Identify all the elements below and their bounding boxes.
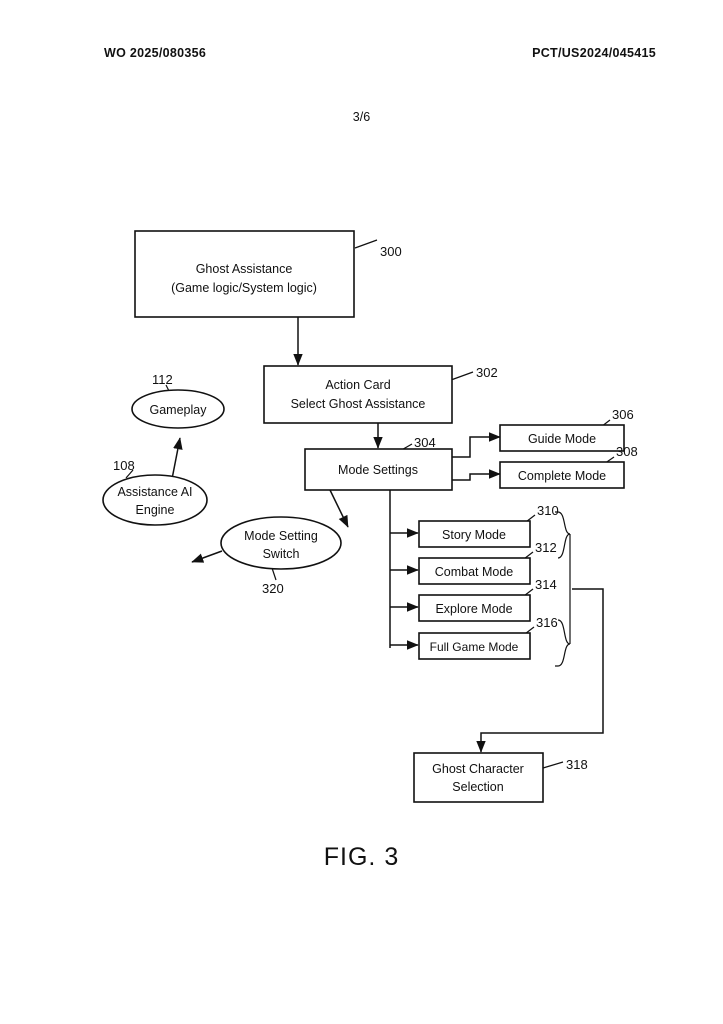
- header-application-number: PCT/US2024/045415: [532, 46, 656, 60]
- ref-316: 316: [536, 615, 558, 630]
- node-mode-setting-switch: [221, 517, 341, 596]
- node-guide-mode-label: Guide Mode: [527, 432, 597, 446]
- ref-302: 302: [476, 365, 498, 380]
- node-gameplay: [132, 372, 224, 428]
- node-action-card-line1: Action Card: [325, 378, 391, 392]
- sheet-number: 3/6: [352, 110, 371, 124]
- ref-314: 314: [535, 577, 557, 592]
- node-full-game-mode-label: Full Game Mode: [429, 640, 519, 654]
- node-ghost-assistance: [135, 231, 402, 317]
- node-action-card-line2: Select Ghost Assistance: [290, 397, 426, 411]
- node-assistance-ai-engine-line1: Assistance AI: [117, 485, 193, 499]
- node-mode-setting-switch-line2: Switch: [262, 547, 300, 561]
- node-explore-mode-label: Explore Mode: [435, 602, 513, 616]
- figure-label: FIG. 3: [323, 843, 400, 871]
- node-ghost-character-selection: [414, 753, 588, 802]
- ref-320: 320: [262, 581, 284, 596]
- ref-300: 300: [380, 244, 402, 259]
- ref-108: 108: [113, 458, 135, 473]
- ref-312: 312: [535, 540, 557, 555]
- ref-308: 308: [616, 444, 638, 459]
- node-combat-mode-label: Combat Mode: [434, 565, 514, 579]
- ref-318: 318: [566, 757, 588, 772]
- node-ghost-assistance-line2: (Game logic/System logic): [171, 281, 317, 295]
- node-assistance-ai-engine-line2: Engine: [135, 503, 175, 517]
- node-ghost-character-selection-line1: Ghost Character: [432, 762, 524, 776]
- node-ghost-assistance-line1: Ghost Assistance: [195, 262, 293, 276]
- ref-304: 304: [414, 435, 436, 450]
- node-action-card: [264, 365, 498, 423]
- ref-310: 310: [537, 503, 559, 518]
- node-ghost-character-selection-line2: Selection: [452, 780, 504, 794]
- node-mode-settings-label: Mode Settings: [338, 463, 418, 477]
- node-assistance-ai-engine: [103, 458, 207, 525]
- header-publication-number: WO 2025/080356: [104, 46, 207, 60]
- node-mode-setting-switch-line1: Mode Setting: [244, 529, 318, 543]
- node-story-mode-label: Story Mode: [442, 528, 506, 542]
- node-gameplay-label: Gameplay: [149, 403, 207, 417]
- node-complete-mode-label: Complete Mode: [517, 469, 607, 483]
- ref-306: 306: [612, 407, 634, 422]
- node-guide-mode: [500, 407, 634, 451]
- ref-112: 112: [152, 372, 173, 387]
